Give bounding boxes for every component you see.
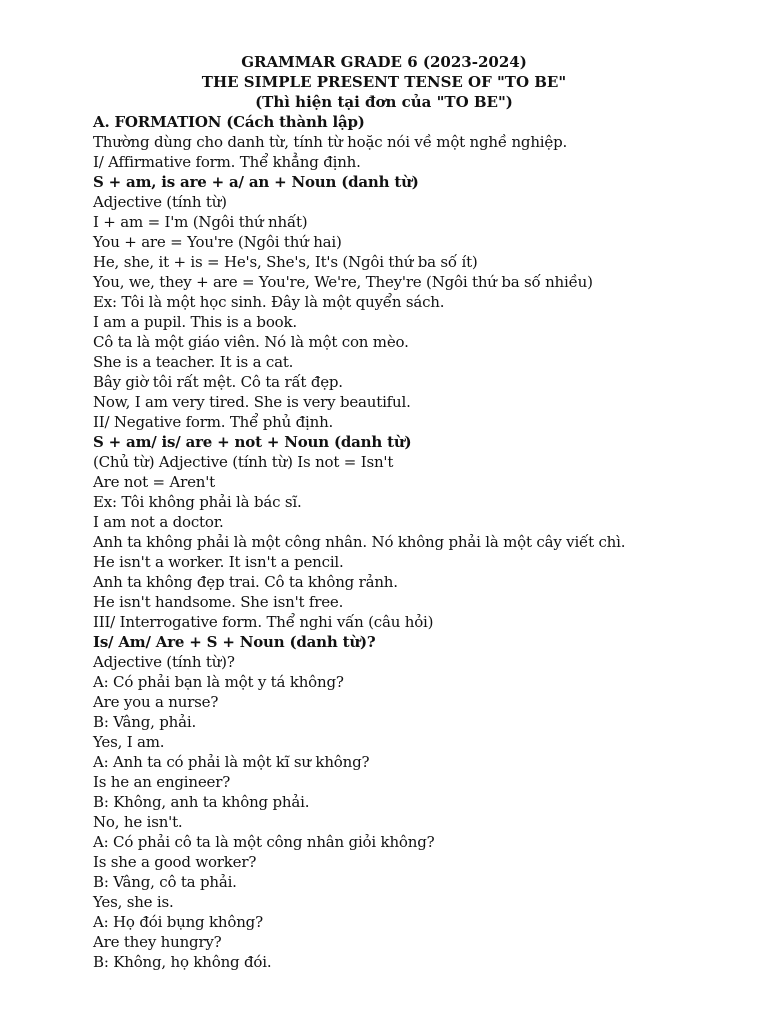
text-line: II/ Negative form. Thể phủ định. [93,413,334,431]
text-line: Cô ta là một giáo viên. Nó là một con mèo. [93,333,409,351]
text-line: Bây giờ tôi rất mệt. Cô ta rất đẹp. [93,373,343,391]
formula-line: Is/ Am/ Are + S + Noun (danh từ)? [93,633,376,651]
text-line: I am a pupil. This is a book. [93,313,297,331]
text-line: He, she, it + is = He's, She's, It's (Ngôi thứ ba số ít) [93,253,478,271]
text-line: B: Không, anh ta không phải. [93,793,310,811]
text-line: Yes, she is. [93,893,174,911]
text-line: Adjective (tính từ) [93,193,227,211]
document-title [0,52,768,112]
title-line-2: THE SIMPLE PRESENT TENSE OF "TO BE" [201,73,567,91]
text-line: He isn't handsome. She isn't free. [93,593,344,611]
text-line: I am not a doctor. [93,513,224,531]
text-line: I + am = I'm (Ngôi thứ nhất) [93,213,308,231]
document-body [93,112,753,972]
text-line: A: Họ đói bụng không? [93,913,263,931]
text-line: Yes, I am. [93,733,165,751]
text-line: B: Không, họ không đói. [93,953,272,971]
text-line: A: Có phải bạn là một y tá không? [93,673,344,691]
text-line: No, he isn't. [93,813,183,831]
text-line: She is a teacher. It is a cat. [93,353,294,371]
text-line: Anh ta không phải là một công nhân. Nó không phải là một cây viết chì. [93,533,626,551]
text-line: Thường dùng cho danh từ, tính từ hoặc nói về một nghề nghiệp. [93,133,568,151]
formula-line: A. FORMATION (Cách thành lập) [93,113,365,131]
text-line: (Chủ từ) Adjective (tính từ) Is not = Isn't [93,453,394,471]
text-line: B: Vâng, cô ta phải. [93,873,237,891]
text-line: Are you a nurse? [93,693,219,711]
text-line: I/ Affirmative form. Thể khẳng định. [93,153,361,171]
text-line: You, we, they + are = You're, We're, They're (Ngôi thứ ba số nhiều) [93,273,593,291]
text-line: Adjective (tính từ)? [93,653,235,671]
text-line: III/ Interrogative form. Thể nghi vấn (câu hỏi) [93,613,434,631]
text-line: Ex: Tôi không phải là bác sĩ. [93,493,302,511]
text-line: Now, I am very tired. She is very beautiful. [93,393,411,411]
text-line: Anh ta không đẹp trai. Cô ta không rảnh. [93,573,398,591]
text-line: Are not = Aren't [93,473,215,491]
formula-line: S + am/ is/ are + not + Noun (danh từ) [93,433,412,451]
formula-line: S + am, is are + a/ an + Noun (danh từ) [93,173,419,191]
text-line: B: Vâng, phải. [93,713,197,731]
text-line: A: Có phải cô ta là một công nhân giỏi không? [93,833,435,851]
title-line-1: GRAMMAR GRADE 6 (2023-2024) [241,53,527,71]
text-line: Are they hungry? [93,933,222,951]
text-line: Is she a good worker? [93,853,257,871]
text-line: He isn't a worker. It isn't a pencil. [93,553,344,571]
title-line-3: (Thì hiện tại đơn của "TO BE") [255,93,513,111]
text-line: Is he an engineer? [93,773,231,791]
text-line: Ex: Tôi là một học sinh. Đây là một quyển sách. [93,293,445,311]
text-line: A: Anh ta có phải là một kĩ sư không? [93,753,370,771]
text-line: You + are = You're (Ngôi thứ hai) [93,233,342,251]
